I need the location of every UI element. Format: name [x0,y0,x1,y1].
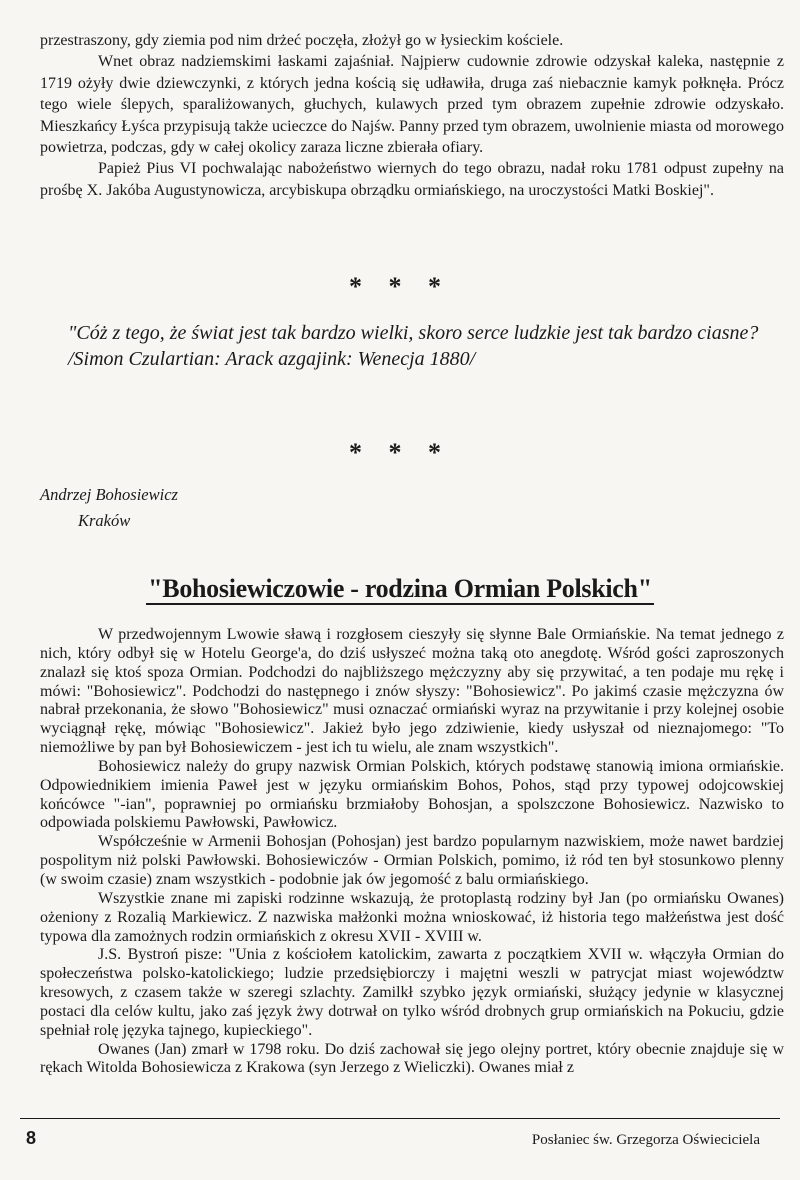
running-head: Posłaniec św. Grzegorza Oświeciciela [531,1132,760,1148]
continued-text [40,30,784,201]
paragraph: Wszystkie znane mi zapiski rodzinne wskazują, że protoplastą rodziny był Jan (po ormiańsku Owanes) ożeniony z Rozalią Markiewicz. Z nazwiska małżonki można wnioskować, iż historia tego małżeństwa jest dość typowa dla zamożnych rodzin ormiańskich z okresu XVII - XVIII w. [40,889,784,945]
page-number: 8 [26,1128,37,1148]
footer-rule [20,1118,780,1119]
article-title-text: "Bohosiewiczowie - rodzina Ormian Polskich" [148,574,652,603]
paragraph: przestraszony, gdy ziemia pod nim drżeć poczęła, złożył go w łysieckim kościele. [40,32,564,49]
paragraph: Bohosiewicz należy do grupy nazwisk Ormian Polskich, których podstawę stanowią imiona ormiańskie. Odpowiednikiem imienia Paweł jest w języku ormiańskim Bohos, Pohos, stąd przy typowej odojcowskiej końcówce "-ian", poprawniej po ormiańsku brzmiałoby Bohosjan, a spolszczone Bohosiewicz. Nazwisko to odpowiada polskiemu Pawłowski, Pawłowicz. [40,757,784,832]
author-name: Andrzej Bohosiewicz [40,485,178,504]
paragraph: Wnet obraz nadziemskimi łaskami zajaśniał. Najpierw cudownie zdrowie odzyskał kaleka, następnie z 1719 ożyły dwie dziewczynki, z których jedna kością się udławiła, druga zaś niebacznie kamyk połknęła. Prócz tego wiele ślepych, sparaliżowanych, głuchych, kulawych przed tym obrazem zupełnie zdrowie odzyskało. Mieszkańcy Łyśca przypisują także ucieczce do Najśw. Panny przed tym obrazem, uwolnienie miasta od morowego powietrza, podczas, gdy w całej okolicy zaraza liczne zbierała ofiary. [40,53,784,157]
paragraph: Papież Pius VI pochwalając nabożeństwo wiernych do tego obrazu, nadał roku 1781 odpust zupełny na prośbę X. Jakóba Augustynowicza, arcybiskupa obrządku ormiańskiego, na uroczystości Matki Boskiej". [40,160,784,199]
epigraph-quote [68,320,784,372]
paragraph: Owanes (Jan) zmarł w 1798 roku. Do dziś zachował się jego olejny portret, który obecnie znajduje się w rękach Witolda Bohosiewicza z Krakowa (syn Jerzego z Wieliczki). Owanes miał z [40,1040,784,1077]
article-body [40,626,784,1078]
quote-text: "Cóż z tego, że świat jest tak bardzo wielki, skoro serce ludzkie jest tak bardzo ciasne? [68,322,759,344]
quote-source: /Simon Czulartian: Arack azgajink: Wenecja 1880/ [68,348,476,370]
section-separator: * * * [349,438,451,467]
paragraph: Współcześnie w Armenii Bohosjan (Pohosjan) jest bardzo popularnym nazwiskiem, może nawet bardziej pospolitym niż polski Pawłowski. Bohosiewiczów - Ormian Polskich, pomimo, iż ród ten był stosunkowo plenny (w swoim czasie) znam wszystkich - podobnie jak ów jegomość z balu ormiańskiego. [40,833,784,888]
author-byline [40,482,178,534]
paragraph: W przedwojennym Lwowie sławą i rozgłosem cieszyły się słynne Bale Ormiańskie. Na temat jednego z nich, który odbył się w Hotelu George'a, do dziś usłyszeć można taką oto anegdotę. Wśród gości zaproszonych znalazł się ktoś spoza Ormian. Podchodzi do najbliższego mężczyzny aby się przywitać, a ten podaje mu rękę i mówi: "Bohosiewicz". Podchodzi do następnego i znów słyszy: "Bohosiewicz". Po jakimś czasie mężczyzna ów nabrał przekonania, że słowo "Bohosiewicz" musi oznaczać ormiański wyraz na przywitanie i przy kolejnej osobie wyciągnął rękę, mówiąc "Bohosiewicz". Jakież było jego zdziwienie, kiedy usłyszał od nieznajomego: "To niemożliwe by pan był Bohosiewiczem - jest ich tu wielu, ale znam wszystkich". [40,626,784,757]
author-city: Kraków [78,511,131,530]
paragraph: J.S. Bystroń pisze: "Unia z kościołem katolickim, zawarta z początkiem XVII w. włączyła Ormian do społeczeństwa polsko-katolickiego; ludzie przedsiębiorczy i majętni weszli w patrycjat miast województw kresowych, z czasem także w szeregi szlachty. Zamilkł szybko język ormiański, służący jedynie w klasycznej postaci dla celów kultu, jako zaś język żwy dotrwał on tylko wśród drobnych grup ormiańskich na Pokuciu, gdzie spełniał rolę języka tajnego, kupieckiego". [40,946,784,1039]
article-title [0,574,800,604]
section-separator: * * * [349,272,451,301]
